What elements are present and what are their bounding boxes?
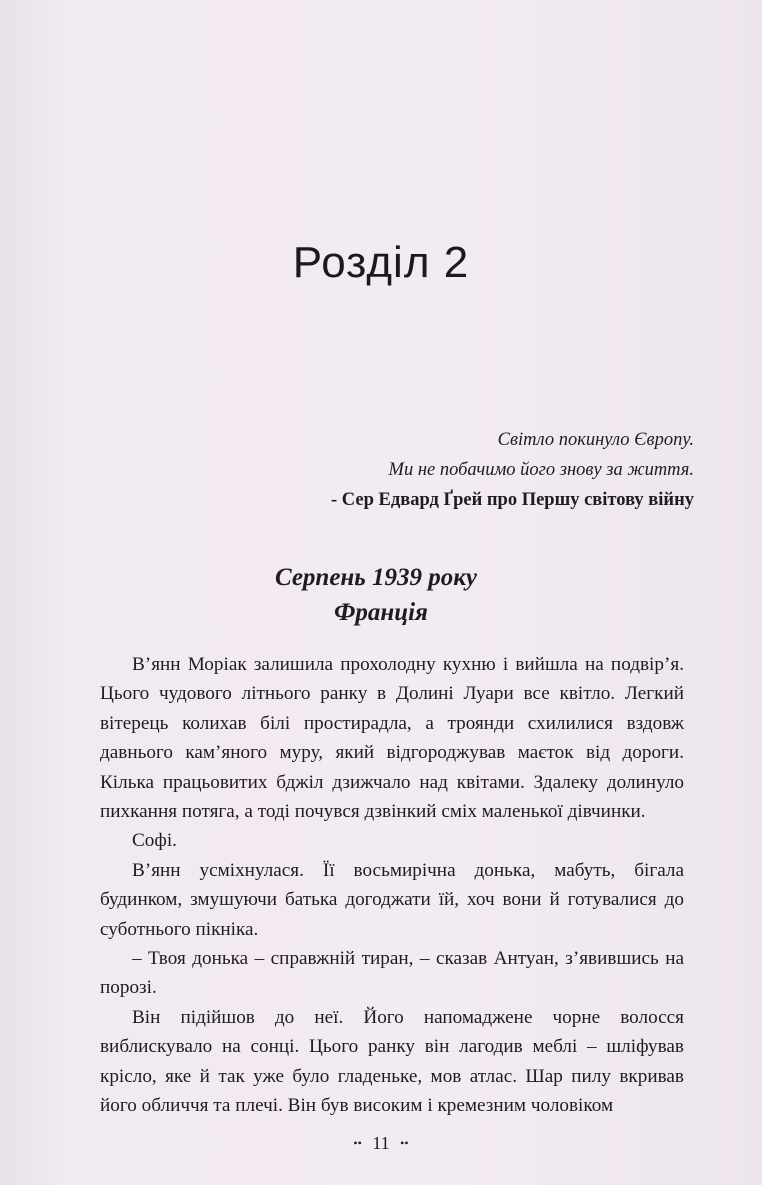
ornament-left-icon: •• bbox=[353, 1136, 362, 1150]
epigraph bbox=[331, 425, 694, 515]
epigraph-attribution: - Сер Едвард Ґрей про Першу світову війну bbox=[331, 490, 694, 510]
page-footer bbox=[0, 1133, 762, 1154]
body-text bbox=[100, 650, 684, 1121]
ornament-right-icon: •• bbox=[400, 1136, 409, 1150]
page-number: 11 bbox=[372, 1133, 390, 1153]
epigraph-line-2: Ми не побачимо його знову за життя. bbox=[388, 460, 694, 480]
paragraph: В’янн Моріак залишила прохолодну кухню і вийшла на подвір’я. Цього чудового літнього ранку в Долині Луари все квітло. Легкий вітерець колихав білі простирадла, а троянди схилилися вздовж давнього кам’яного муру, який відгороджував маєток від дороги. Кілька працьовитих бджіл дзижчало над квітами. Здалеку долинуло пихкання потяга, а тоді почувся дзвінкий сміх маленької дівчинки. bbox=[100, 654, 684, 823]
paragraph: В’янн усміхнулася. Її восьмирічна донька, мабуть, бігала будинком, змушуючи батька догоджати їй, хоч вони й готувалися до суботнього пікніка. bbox=[100, 859, 684, 940]
section-date-heading: Серпень 1939 року bbox=[274, 564, 477, 591]
paragraph: – Твоя донька – справжній тиран, – сказав Антуан, з’явившись на порозі. bbox=[100, 948, 684, 999]
section-place-heading: Франція bbox=[334, 599, 428, 626]
paragraph: Він підійшов до неї. Його напомаджене чорне волосся виблискувало на сонці. Цього ранку він лагодив меблі – шліфував крісло, яке й так уже було гладеньке, мов атлас. Шар пилу вкривав його обличчя та плечі. Він був високим і кремезним чоловіком bbox=[100, 1006, 684, 1117]
chapter-title: Розділ 2 bbox=[292, 238, 470, 287]
paragraph: Софі. bbox=[132, 830, 177, 852]
epigraph-line-1: Світло покинуло Європу. bbox=[497, 430, 694, 450]
